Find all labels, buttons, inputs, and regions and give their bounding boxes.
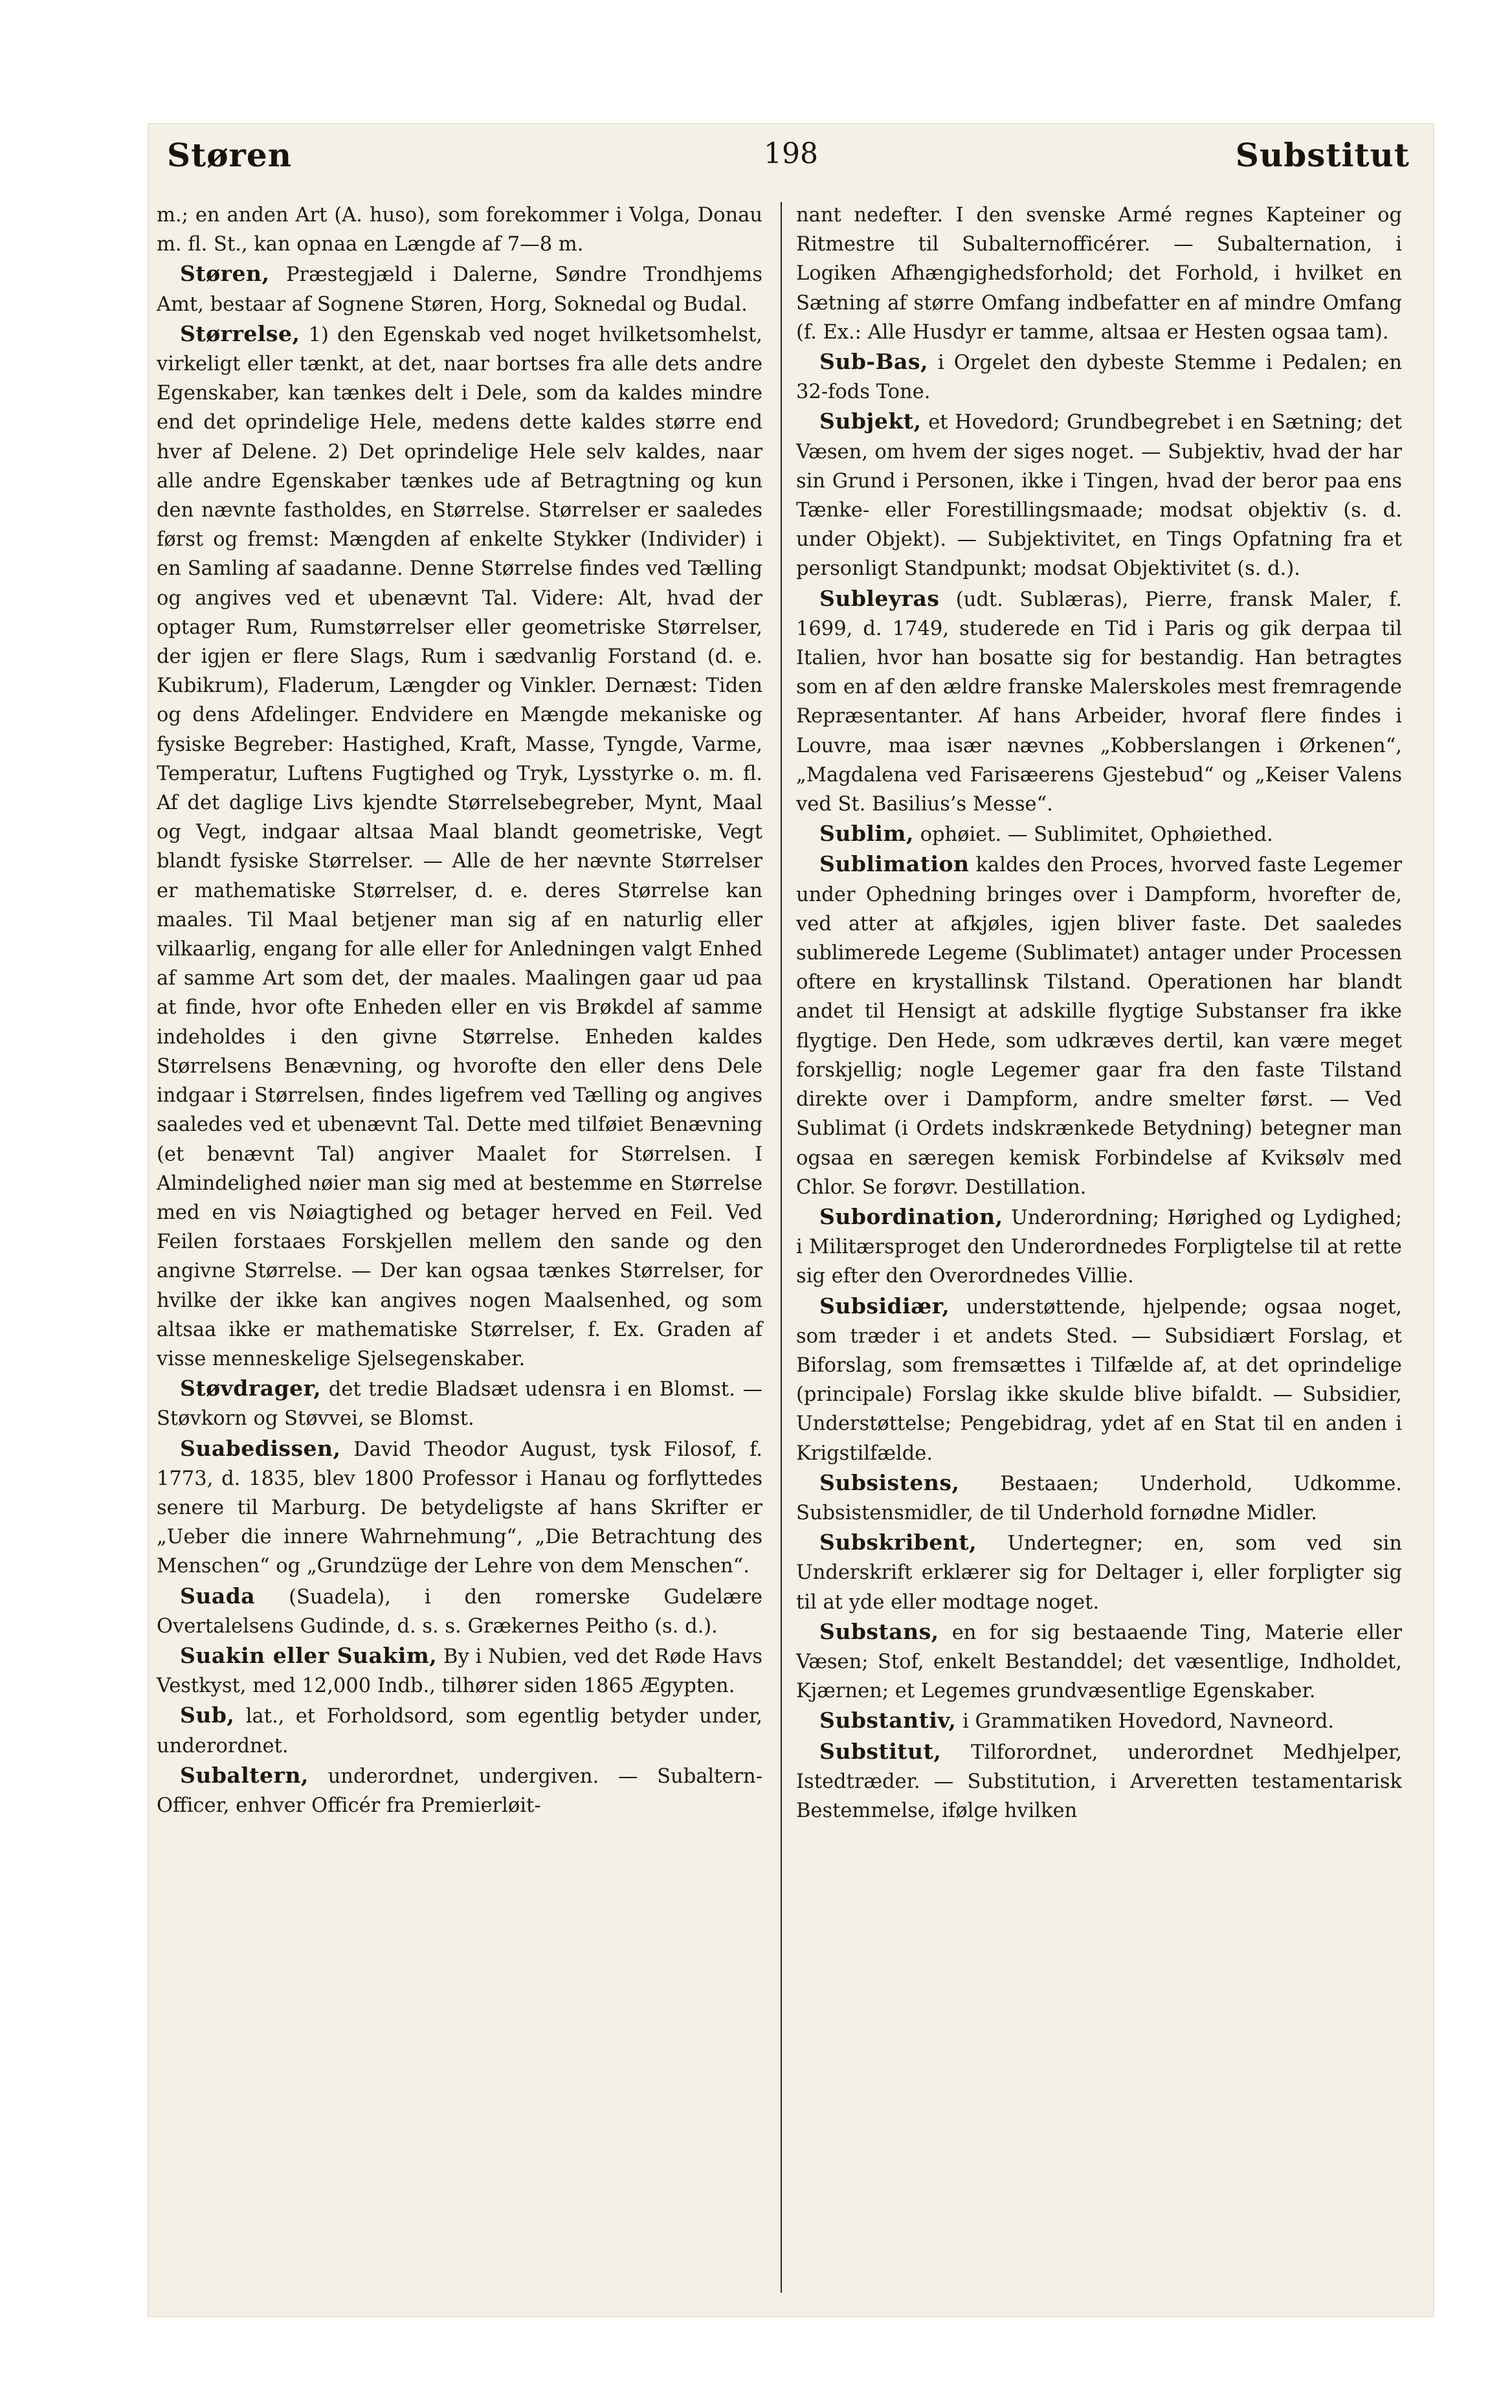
column-divider — [781, 202, 782, 2293]
entry-text: David Theodor August, tysk Filosof, f. 1773, d. 1835, blev 1800 Professor i Hanau og forflyttedes senere til Marburg. De betydeligste af hans Skrifter er „Ueber die innere Wahrnehmung“, „Die Betrachtung des Menschen“ og „Grundzüge der Lehre von dem Menschen“. — [157, 1438, 762, 1578]
entry-headword: Subjekt, — [819, 408, 922, 434]
entry-text: (udt. Sublæras), Pierre, fransk Maler, f. 1699, d. 1749, studerede en Tid i Paris og gik derpaa til Italien, hvor han bosatte sig for bestandig. Han betragtes som en af den ældre franske Malerskoles mest fremragende Repræsentanter. Af hans Arbeider, hvoraf flere findes i Louvre, maa især nævnes „Kobberslangen i Ørkenen“, „Magdalena ved Farisæerens Gjestebud“ og „Keiser Valens ved St. Basilius’s Messe“. — [796, 588, 1402, 816]
dictionary-entry — [796, 1617, 1402, 1706]
entry-text: et Hovedord; Grundbegrebet i en Sætning; det Væsen, om hvem der siges noget. — Subjektiv, hvad der har sin Grund i Personen, ikke i Tingen, hvad der beror paa ens Tænke- eller Forestillingsmaade; modsat objektiv (s. d. under Objekt). — Subjektivitet, en Tings Opfatning fra et personligt Standpunkt; modsat Objektivitet (s. d.). — [796, 411, 1402, 581]
entry-headword: Subsistens, — [819, 1469, 960, 1495]
entry-text: en for sig bestaaende Ting, Materie eller Væsen; Stof, enkelt Bestanddel; det væsentlige, Indholdet, Kjærnen; et Legemes grundvæsentlige Egenskaber. — [796, 1621, 1402, 1703]
page — [148, 123, 1434, 2317]
entry-headword: Substans, — [819, 1618, 939, 1644]
dictionary-entry — [157, 259, 762, 318]
entry-text: 1) den Egenskab ved noget hvilketsomhelst, virkeligt eller tænkt, at det, naar bortses fra alle dets andre Egenskaber, kan tænkes delt i Dele, som da kaldes mindre end det oprindelige Hele, medens dette kaldes større end hver af Delene. 2) Det oprindelige Hele selv kaldes, naar alle andre Egenskaber tænkes ude af Betragtning og kun den nævnte fastholdes, en Størrelse. Størrelser er saaledes først og fremst: Mængden af enkelte Stykker (Individer) i en Samling af saadanne. Denne Størrelse findes ved Tælling og angives ved et ubenævnt Tal. Videre: Alt, hvad der optager Rum, Rumstørrelser eller geometriske Størrelser, der igjen er flere Slags, Rum i sædvanlig Forstand (d. e. Kubikrum), Fladerum, Længder og Vinkler. Dernæst: Tiden og dens Afdelinger. Endvidere en Mængde mekaniske og fysiske Begreber: Hastighed, Kraft, Masse, Tyngde, Varme, Temperatur, Luftens Fugtighed og Tryk, Lysstyrke o. m. fl. Af det daglige Livs kjendte Størrelsebegreber, Mynt, Maal og Vegt, indgaar altsaa Maal blandt geometriske, Vegt blandt fysiske Størrelser. — Alle de her nævnte Størrelser er mathematiske Størrelser, d. e. deres Størrelse kan maales. Til Maal betjener man sig af en naturlig eller vilkaarlig, engang for alle eller for Anledningen valgt Enhed af samme Art som det, der maales. Maalingen gaar ud paa at finde, hvor ofte Enheden eller en vis Brøkdel af samme indeholdes i den givne Størrelse. Enheden kaldes Størrelsens Benævning, og hvorofte den eller dens Dele indgaar i Størrelsen, findes ligefrem ved Tælling og angives saaledes ved et ubenævnt Tal. Dette med tilføiet Benævning (et benævnt Tal) angiver Maalet for Størrelsen. I Almindelighed nøier man sig med at bestemme en Størrelse med en vis Nøiagtighed og betager herved en Feil. Ved Feilen forstaaes Forskjellen mellem den sande og den angivne Størrelse. — Der kan ogsaa tænkes Størrelser, for hvilke der ikke kan angives nogen Maalsenhed, og som altsaa ikke er mathematiske Størrelser, f. Ex. Graden af visse menneskelige Sjelsegenskaber. — [157, 323, 762, 1370]
entry-text: i Orgelet den dybeste Stemme i Pedalen; en 32-fods Tone. — [796, 351, 1402, 404]
dictionary-entry — [796, 1706, 1402, 1736]
entry-headword: Sub, — [180, 1702, 235, 1728]
header-last-headword: Substitut — [1235, 136, 1410, 174]
dictionary-entry — [796, 819, 1402, 849]
entry-text: ophøiet. — Sublimitet, Ophøiethed. — [920, 823, 1273, 847]
dictionary-entry — [796, 347, 1402, 407]
entry-headword: Subordination, — [819, 1203, 1003, 1229]
dictionary-entry — [157, 1374, 762, 1433]
dictionary-entry — [157, 1581, 762, 1641]
entry-text: Præstegjæld i Dalerne, Søndre Trondhjems Amt, bestaar af Sognene Støren, Horg, Soknedal og Budal. — [157, 263, 762, 316]
entry-text: kaldes den Proces, hvorved faste Legemer under Ophedning bringes over i Dampform, hvorefter de, ved atter at afkjøles, igjen bliver faste. Det saaledes sublimerede Legeme (Sublimatet) antager under Processen oftere en krystallinsk Tilstand. Operationen har blandt andet til Hensigt at adskille flygtige Substanser fra ikke flygtige. Den Hede, som udkræves dertil, kan være meget forskjellig; nogle Legemer gaar fra den faste Tilstand direkte over i Dampform, andre smelter først. — Ved Sublimat (i Ordets indskrænkede Betydning) betegner man ogsaa en særegen kemisk Forbindelse af Kviksølv med Chlor. Se forøvr. Destillation. — [796, 854, 1402, 1199]
entry-text: Bestaaen; Underhold, Udkomme. Subsistensmidler, de til Underhold fornødne Midler. — [796, 1472, 1402, 1524]
entry-headword: Subleyras — [819, 585, 940, 611]
entry-text: i Grammatiken Hovedord, Navneord. — [962, 1710, 1335, 1734]
dictionary-entry — [796, 1528, 1402, 1617]
entry-headword: Suada — [180, 1583, 256, 1609]
dictionary-entry — [157, 1434, 762, 1581]
entry-headword: Subskribent, — [819, 1530, 977, 1555]
entry-headword: Sublimation — [819, 851, 970, 877]
entry-headword: Suakin eller Suakim, — [180, 1642, 438, 1668]
entry-text: Underordning; Hørighed og Lydighed; i Militærsproget den Underordnedes Forpligtelse til at rette sig efter den Overordnedes Villie. — [796, 1206, 1402, 1288]
entry-text: Undertegner; en, som ved sin Underskrift erklærer sig for Deltager i, eller forpligter sig til at yde eller modtage noget. — [796, 1532, 1402, 1614]
entry-headword: Støren, — [180, 261, 270, 287]
entry-text: understøttende, hjelpende; ogsaa noget, som træder i et andets Sted. — Subsidiært Forslag, et Biforslag, som fremsættes i Tilfælde af, at det oprindelige (principale) Forslag ikke skulde blive bifaldt. — Subsidier, Understøttelse; Pengebidrag, ydet af en Stat til en anden i Krigstilfælde. — [796, 1295, 1402, 1465]
dictionary-entry — [796, 849, 1402, 1201]
entry-headword: Størrelse, — [180, 320, 300, 346]
dictionary-entry — [796, 1468, 1402, 1528]
entry-headword: Støvdrager, — [180, 1376, 322, 1401]
dictionary-entry — [157, 1761, 762, 1820]
entry-headword: Substitut, — [819, 1738, 942, 1764]
dictionary-entry — [796, 584, 1402, 819]
entry-headword: Sublim, — [819, 821, 914, 847]
entry-text: m.; en anden Art (A. huso), som forekommer i Volga, Donau m. fl. St., kan opnaa en Længde af 7—8 m. — [157, 204, 762, 256]
entry-headword: Sub-Bas, — [819, 349, 928, 375]
entry-text: Tilforordnet, underordnet Medhjelper, Istedtræder. — Substitution, i Arveretten testamentarisk Bestemmelse, ifølge hvilken — [796, 1741, 1402, 1822]
dictionary-entry — [157, 1641, 762, 1700]
entry-text: lat., et Forholdsord, som egentlig betyder under, underordnet. — [157, 1705, 762, 1757]
dictionary-entry — [796, 1202, 1402, 1291]
entry-text: (Suadela), i den romerske Gudelære Overtalelsens Gudinde, d. s. s. Grækernes Peitho (s. d.). — [157, 1585, 762, 1638]
dictionary-entry — [157, 1700, 762, 1760]
dictionary-entry — [796, 1291, 1402, 1468]
dictionary-entry — [157, 199, 762, 259]
dictionary-entry — [796, 199, 1402, 347]
page-header — [148, 136, 1434, 181]
dictionary-entry — [157, 319, 762, 1374]
entry-headword: Subaltern, — [180, 1762, 309, 1788]
entry-text: underordnet, undergiven. — Subaltern-Officer, enhver Officér fra Premierløit- — [157, 1765, 763, 1817]
header-first-headword: Støren — [167, 136, 293, 174]
left-column — [157, 199, 762, 2297]
entry-text: nant nedefter. I den svenske Armé regnes Kapteiner og Ritmestre til Subalternofficérer. — Subalternation, i Logiken Afhængighedsforhold; det Forhold, i hvilket en Sætning af større Omfang indbefatter en af mindre Omfang (f. Ex.: Alle Husdyr er tamme, altsaa er Hesten ogsaa tam). — [796, 204, 1402, 344]
entry-headword: Substantiv, — [819, 1708, 957, 1734]
right-column — [796, 199, 1402, 2297]
dictionary-entry — [796, 1737, 1402, 1826]
entry-text: By i Nubien, ved det Røde Havs Vestkyst, med 12,000 Indb., tilhører siden 1865 Ægypten. — [157, 1645, 762, 1698]
dictionary-entry — [796, 407, 1402, 583]
page-number: 198 — [764, 137, 818, 170]
entry-text: det tredie Bladsæt udensra i en Blomst. — Støvkorn og Støvvei, se Blomst. — [157, 1378, 762, 1431]
entry-headword: Subsidiær, — [819, 1293, 950, 1319]
entry-headword: Suabedissen, — [180, 1435, 341, 1461]
